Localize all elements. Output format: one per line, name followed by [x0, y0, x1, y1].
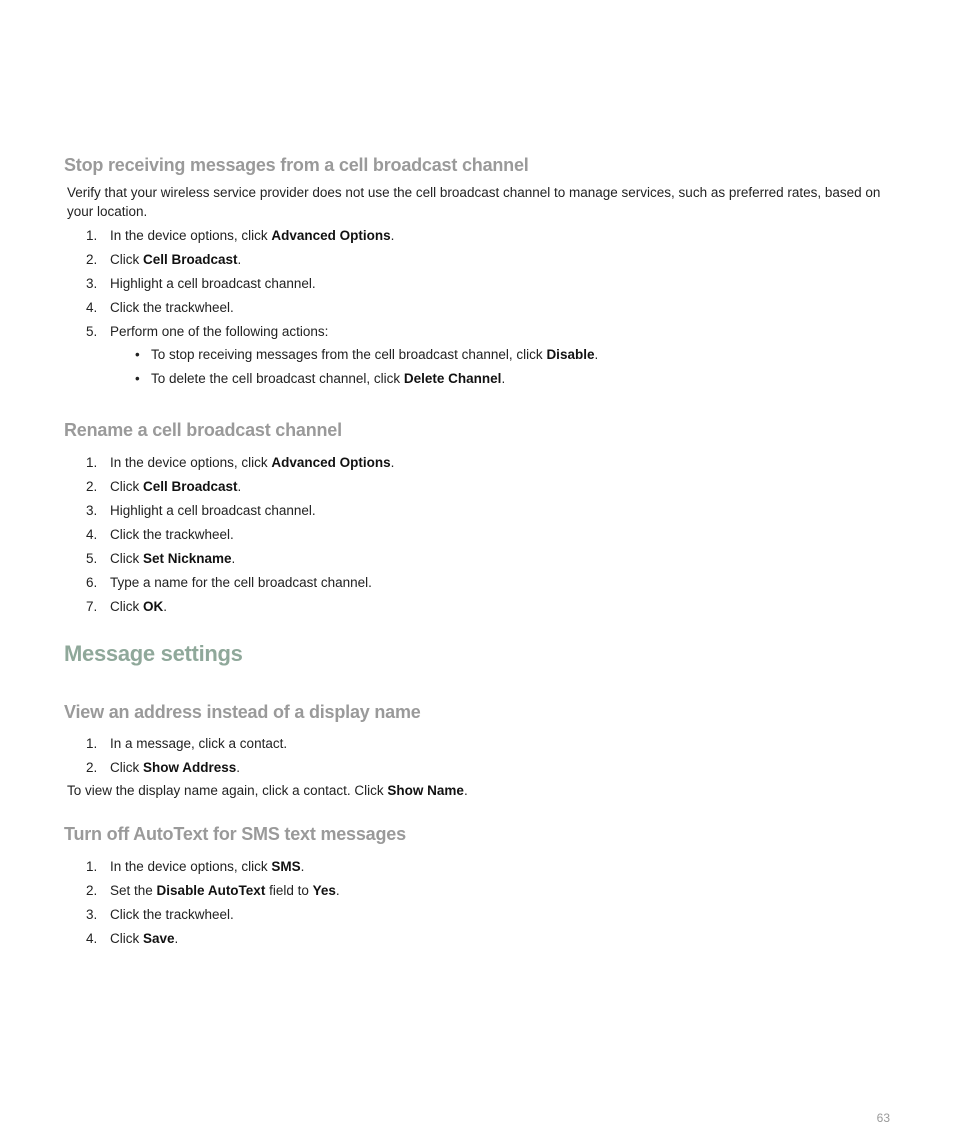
step-item: 1. In the device options, click Advanced Options.: [86, 455, 395, 470]
chapter-heading-message-settings: Message settings: [64, 641, 243, 666]
section-heading-autotext: Turn off AutoText for SMS text messages: [64, 824, 406, 844]
step-item: 6. Type a name for the cell broadcast channel.: [86, 575, 372, 590]
note-paragraph: To view the display name again, click a contact. Click Show Name.: [67, 783, 468, 798]
step-item: 7. Click OK.: [86, 599, 168, 614]
section-heading-stop-receiving: Stop receiving messages from a cell broadcast channel: [64, 155, 529, 175]
step-item: 4. Click Save.: [86, 931, 179, 946]
section-heading-view-address: View an address instead of a display name: [64, 702, 421, 722]
intro-paragraph: Verify that your wireless service provider does not use the cell broadcast channel to manage services, such as preferred rates, based on your location.: [67, 185, 881, 219]
bullet-dot-icon: •: [135, 371, 140, 386]
bullet-item: • To delete the cell broadcast channel, click Delete Channel.: [135, 371, 506, 386]
step-item: 2. Click Cell Broadcast.: [86, 479, 242, 494]
bullet-dot-icon: •: [135, 347, 140, 362]
step-item: 4. Click the trackwheel.: [86, 527, 234, 542]
step-item: 2. Click Show Address.: [86, 760, 241, 775]
step-item: 2. Set the Disable AutoText field to Yes.: [86, 883, 340, 898]
step-item: 1. In the device options, click SMS.: [86, 859, 305, 874]
section-heading-rename: Rename a cell broadcast channel: [64, 420, 342, 440]
steps-list-stop: [86, 226, 394, 346]
steps-list-autotext: [86, 857, 340, 953]
step-item: 1. In the device options, click Advanced Options.: [86, 228, 395, 243]
bullet-list-actions: [135, 345, 598, 393]
step-item: 2. Click Cell Broadcast.: [86, 252, 242, 267]
step-item: 3. Highlight a cell broadcast channel.: [86, 503, 316, 518]
step-item: 3. Click the trackwheel.: [86, 907, 234, 922]
bullet-item: • To stop receiving messages from the cell broadcast channel, click Disable.: [135, 347, 599, 362]
step-item: 3. Highlight a cell broadcast channel.: [86, 276, 316, 291]
steps-list-view-address: [86, 734, 287, 782]
step-item: 1. In a message, click a contact.: [86, 736, 288, 751]
steps-list-rename: [86, 453, 394, 621]
step-item: 5. Click Set Nickname.: [86, 551, 236, 566]
step-item: 4. Click the trackwheel.: [86, 300, 234, 315]
step-item: 5. Perform one of the following actions:: [86, 324, 329, 339]
page-number: 63: [876, 1111, 890, 1125]
